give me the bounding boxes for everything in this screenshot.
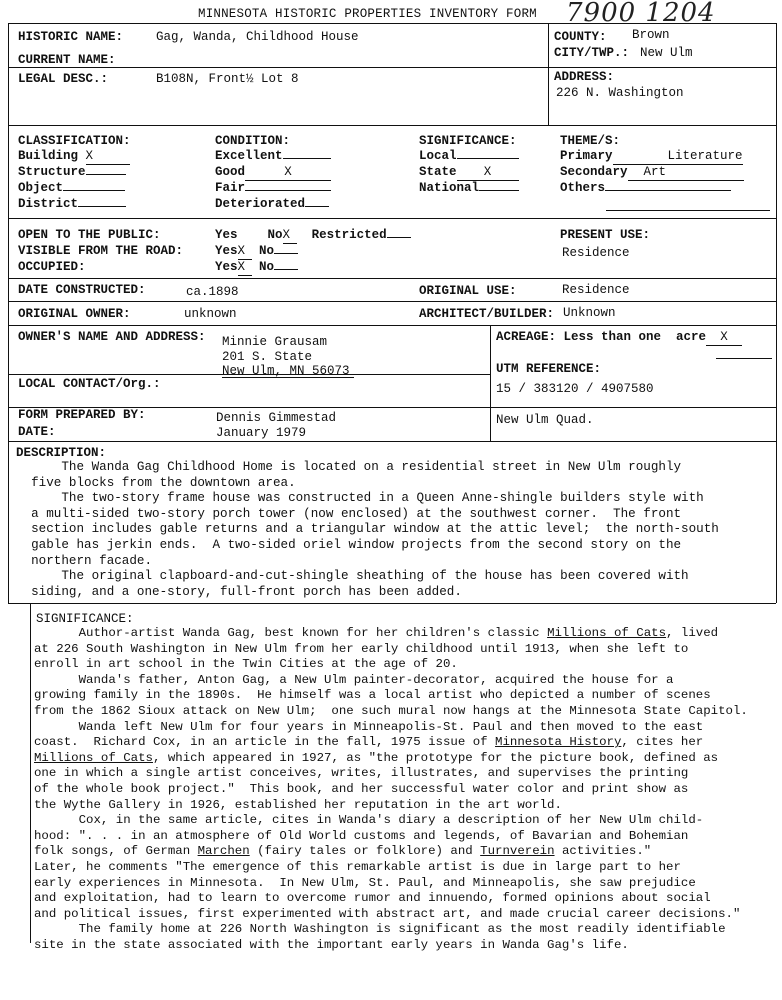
themes-label: THEME/S: bbox=[560, 134, 621, 148]
classification-label: CLASSIFICATION: bbox=[18, 134, 131, 148]
significance-line: Wanda left New Ulm for four years in Minneapolis-St. Paul and then moved to the east bbox=[34, 719, 704, 734]
architect-value: Unknown bbox=[563, 306, 616, 320]
significance-line: site in the state associated with the important early years in Wanda Gag's life. bbox=[34, 937, 629, 952]
primary-value: Literature bbox=[613, 149, 743, 165]
description-line: The Wanda Gag Childhood Home is located on a residential street in New Ulm roughly bbox=[16, 460, 682, 474]
significance-line: Author-artist Wanda Gag, best known for her children's classic Millions of Cats, lived bbox=[34, 626, 719, 640]
historic-name-value: Gag, Wanda, Childhood House bbox=[156, 30, 359, 44]
present-use-value: Residence bbox=[562, 246, 630, 260]
legal-desc-label: LEGAL DESC.: bbox=[18, 72, 109, 86]
significance-line: from the 1862 Sioux attack on New Ulm; one such mural now hangs at the Minnesota State Capitol. bbox=[34, 703, 748, 718]
address-label: ADDRESS: bbox=[554, 70, 615, 84]
date-value: January 1979 bbox=[216, 426, 307, 440]
condition-deteriorated: Deteriorated bbox=[215, 197, 329, 212]
condition-good: Good X bbox=[215, 165, 331, 181]
description-label: DESCRIPTION: bbox=[16, 446, 107, 460]
owner-line3: New Ulm, MN 56073 bbox=[222, 364, 350, 378]
description-line: gable has jerkin ends. A two-sided oriel window projects from the second story on the bbox=[16, 537, 682, 552]
significance-label: SIGNIFICANCE: bbox=[36, 612, 134, 626]
quad-name: New Ulm Quad. bbox=[496, 413, 594, 427]
county-label: COUNTY: bbox=[554, 30, 607, 44]
form-title: MINNESOTA HISTORIC PROPERTIES INVENTORY FORM bbox=[198, 7, 537, 21]
open-public-label: OPEN TO THE PUBLIC: bbox=[18, 228, 161, 242]
open-public-options: Yes NoX Restricted bbox=[215, 228, 411, 244]
significance-line: The family home at 226 North Washington is significant as the most readily identifiable bbox=[34, 922, 726, 937]
significance-line: coast. Richard Cox, in an article in the fall, 1975 issue of Minnesota History, cites her bbox=[34, 735, 704, 750]
significance-line: growing family in the 1890s. He himself was a local artist who depicted a number of scenes bbox=[34, 688, 711, 703]
prepared-by-label: FORM PREPARED BY: bbox=[18, 408, 146, 422]
date-constructed-value: ca.1898 bbox=[186, 285, 239, 299]
visible-road-label: VISIBLE FROM THE ROAD: bbox=[18, 244, 184, 258]
original-owner-label: ORIGINAL OWNER: bbox=[18, 307, 131, 321]
theme-others: Others bbox=[560, 181, 731, 196]
theme-primary: Primary Literature bbox=[560, 149, 743, 163]
owner-label: OWNER'S NAME AND ADDRESS: bbox=[18, 330, 206, 344]
secondary-value: Art bbox=[628, 165, 744, 181]
visible-road-options: YesX No bbox=[215, 244, 298, 260]
acreage-mark: X bbox=[706, 330, 742, 346]
acreage-label: ACREAGE: Less than one acre X bbox=[496, 330, 742, 346]
significance-line: early experiences in Minnesota. In New Ulm, St. Paul, and Minneapolis, she saw prejudice bbox=[34, 875, 696, 890]
significance-local: Local bbox=[419, 149, 519, 164]
state-mark: X bbox=[457, 165, 519, 181]
city-value: New Ulm bbox=[640, 46, 693, 60]
theme-secondary: Secondary Art bbox=[560, 165, 744, 181]
significance-line: and political issues, first experimented with abstract art, and made crucial career decisions." bbox=[34, 906, 741, 921]
city-label: CITY/TWP.: bbox=[554, 46, 630, 60]
description-line: a multi-sided two-story porch tower (now enclosed) at the southwest corner. The front bbox=[16, 506, 682, 521]
local-contact-label: LOCAL CONTACT/Org.: bbox=[18, 377, 161, 391]
utm-value: 15 / 383120 / 4907580 bbox=[496, 382, 654, 396]
significance-line: Wanda's father, Anton Gag, a New Ulm painter-decorator, acquired the house for a bbox=[34, 672, 674, 687]
handwritten-inventory-number: 7900 1204 bbox=[566, 0, 716, 28]
classification-structure: Structure bbox=[18, 165, 126, 180]
significance-line: hood: ". . . in an atmosphere of Old World customs and legends, of Bavarian and Bohemian bbox=[34, 828, 689, 843]
classification-object: Object bbox=[18, 181, 125, 196]
description-line: siding, and a one-story, full-front porch has been added. bbox=[16, 584, 462, 599]
architect-label: ARCHITECT/BUILDER: bbox=[419, 307, 555, 321]
description-body bbox=[16, 460, 756, 600]
condition-excellent: Excellent bbox=[215, 149, 331, 164]
significance-national: National bbox=[419, 181, 519, 196]
date-label: DATE: bbox=[18, 425, 56, 439]
owner-line1: Minnie Grausam bbox=[222, 335, 328, 349]
significance-line: Millions of Cats, which appeared in 1927, as "the prototype for the picture book, defined as bbox=[34, 750, 719, 765]
classification-building: Building X bbox=[18, 149, 130, 165]
significance-line: Later, he comments "The emergence of this remarkable artist is due in large part to her bbox=[34, 859, 681, 874]
significance-line: folk songs, of German Marchen (fairy tales or folklore) and Turnverein activities." bbox=[34, 844, 652, 859]
owner-line2: 201 S. State bbox=[222, 350, 313, 364]
significance-line: enroll in art school in the Twin Cities at the age of 20. bbox=[34, 657, 458, 672]
significance-line: at 226 South Washington in New Ulm from her early childhood until 1913, when she left to bbox=[34, 641, 689, 656]
significance-line: of the whole book project." This book, and her successful water color and print show as bbox=[34, 781, 689, 796]
original-use-value: Residence bbox=[562, 283, 630, 297]
building-mark: X bbox=[86, 149, 130, 165]
significance-line: Cox, in the same article, cites in Wanda's diary a description of her New Ulm child- bbox=[34, 813, 704, 828]
utm-label: UTM REFERENCE: bbox=[496, 362, 602, 376]
current-name-label: CURRENT NAME: bbox=[18, 53, 116, 67]
significance-line: and exploitation, had to learn to overcome rumor and innuendo, formed opinions about social bbox=[34, 891, 711, 906]
condition-label: CONDITION: bbox=[215, 134, 291, 148]
good-mark: X bbox=[245, 165, 331, 181]
description-line: The two-story frame house was constructed in a Queen Anne-shingle builders style with bbox=[16, 491, 704, 506]
present-use-label: PRESENT USE: bbox=[560, 228, 651, 242]
original-owner-value: unknown bbox=[184, 307, 237, 321]
significance-line: the Wythe Gallery in 1926, established her reputation in the art world. bbox=[34, 797, 562, 812]
occupied-label: OCCUPIED: bbox=[18, 260, 86, 274]
description-line: section includes gable returns and a triangular window at the attic level; the north-south bbox=[16, 522, 719, 537]
historic-name-label: HISTORIC NAME: bbox=[18, 30, 124, 44]
prepared-by-value: Dennis Gimmestad bbox=[216, 411, 337, 425]
significance-state: State X bbox=[419, 165, 519, 181]
date-constructed-label: DATE CONSTRUCTED: bbox=[18, 283, 146, 297]
original-use-label: ORIGINAL USE: bbox=[419, 284, 517, 298]
description-line: The original clapboard-and-cut-shingle sheathing of the house has been covered with bbox=[16, 569, 689, 584]
condition-fair: Fair bbox=[215, 181, 331, 196]
significance-line: one in which a single artist conceives, writes, illustrates, and supervises the printing bbox=[34, 766, 689, 781]
occupied-options: YesX No bbox=[215, 260, 298, 276]
legal-desc-value: B108N, Front½ Lot 8 bbox=[156, 72, 299, 86]
county-value: Brown bbox=[632, 28, 670, 42]
significance-level-label: SIGNIFICANCE: bbox=[419, 134, 517, 148]
significance-body bbox=[34, 626, 774, 953]
description-line: five blocks from the downtown area. bbox=[16, 475, 296, 490]
description-line: northern facade. bbox=[16, 553, 153, 568]
address-value: 226 N. Washington bbox=[556, 86, 684, 100]
classification-district: District bbox=[18, 197, 126, 212]
